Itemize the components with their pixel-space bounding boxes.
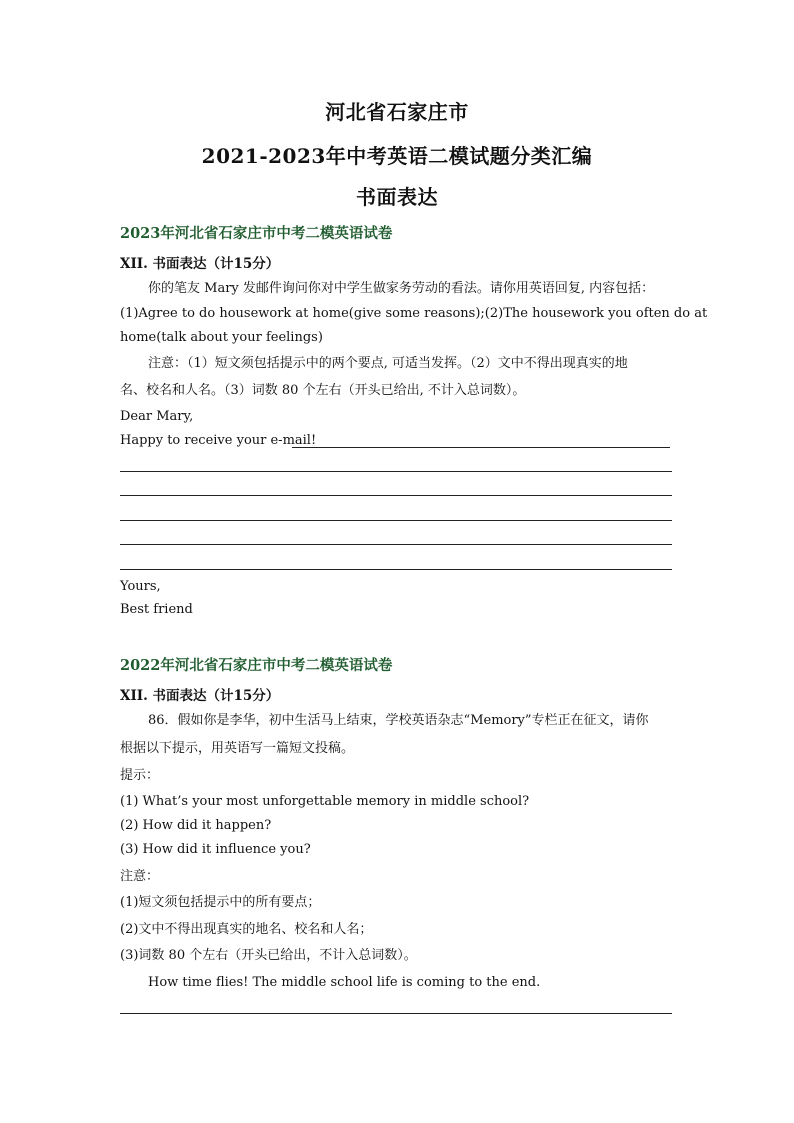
prompt-line-2: (1)Agree to do housework at home(give some reasons);(2)The housework you often do at [120, 306, 708, 321]
title-region: 河北省石家庄市 [325, 100, 469, 124]
answer-line [120, 1013, 672, 1014]
answer-line [120, 544, 672, 545]
question-line-2: 根据以下提示，用英语写一篇短文投稿。 [120, 741, 355, 756]
prompt-line-3: home(talk about your feelings) [120, 330, 323, 345]
note-line-1: 注意：（1）短文须包括提示中的两个要点, 可适当发挥。（2）文中不得出现真实的地 [148, 356, 628, 371]
answer-line [120, 471, 672, 472]
prompt-line-1: 你的笔友 Mary 发邮件询问你对中学生做家务劳动的看法。请你用英语回复, 内容包括： [148, 281, 655, 296]
section-heading-2022: 2022年河北省石家庄市中考二模英语试卷 [120, 657, 393, 674]
note-line-2: 名、校名和人名。（3）词数 80 个左右（开头已给出, 不计入总词数）。 [120, 383, 526, 398]
notice-item-1: (1)短文须包括提示中的所有要点； [120, 895, 321, 910]
hint-item-2: (2) How did it happen? [120, 818, 272, 833]
hint-item-3: (3) How did it influence you? [120, 842, 311, 857]
letter-signature: Best friend [120, 602, 193, 617]
hint-item-1: (1) What’s your most unforgettable memory in middle school? [120, 794, 530, 809]
hint-label: 提示： [120, 768, 160, 783]
answer-line [292, 447, 670, 448]
notice-item-2: (2)文中不得出现真实的地名、校名和人名； [120, 922, 373, 937]
letter-opening: Happy to receive your e-mail! [120, 433, 317, 448]
title-topic: 书面表达 [356, 185, 438, 209]
essay-opening: How time flies! The middle school life is coming to the end. [148, 975, 541, 990]
subheading-2023: XII. 书面表达（计15分） [120, 256, 280, 272]
letter-closing: Yours, [120, 579, 161, 594]
question-line-1: 86．假如你是李华，初中生活马上结束，学校英语杂志“Memory”专栏正在征文，请你 [148, 713, 649, 728]
answer-line [120, 569, 672, 570]
answer-line [120, 495, 672, 496]
title-exam-collection: 2021-2023年中考英语二模试题分类汇编 [201, 144, 593, 168]
letter-greeting: Dear Mary, [120, 409, 194, 424]
answer-line [120, 520, 672, 521]
notice-label: 注意： [120, 869, 160, 884]
section-heading-2023: 2023年河北省石家庄市中考二模英语试卷 [120, 225, 393, 242]
notice-item-3: (3)词数 80 个左右（开头已给出，不计入总词数）。 [120, 948, 417, 963]
subheading-2022: XII. 书面表达（计15分） [120, 688, 280, 704]
